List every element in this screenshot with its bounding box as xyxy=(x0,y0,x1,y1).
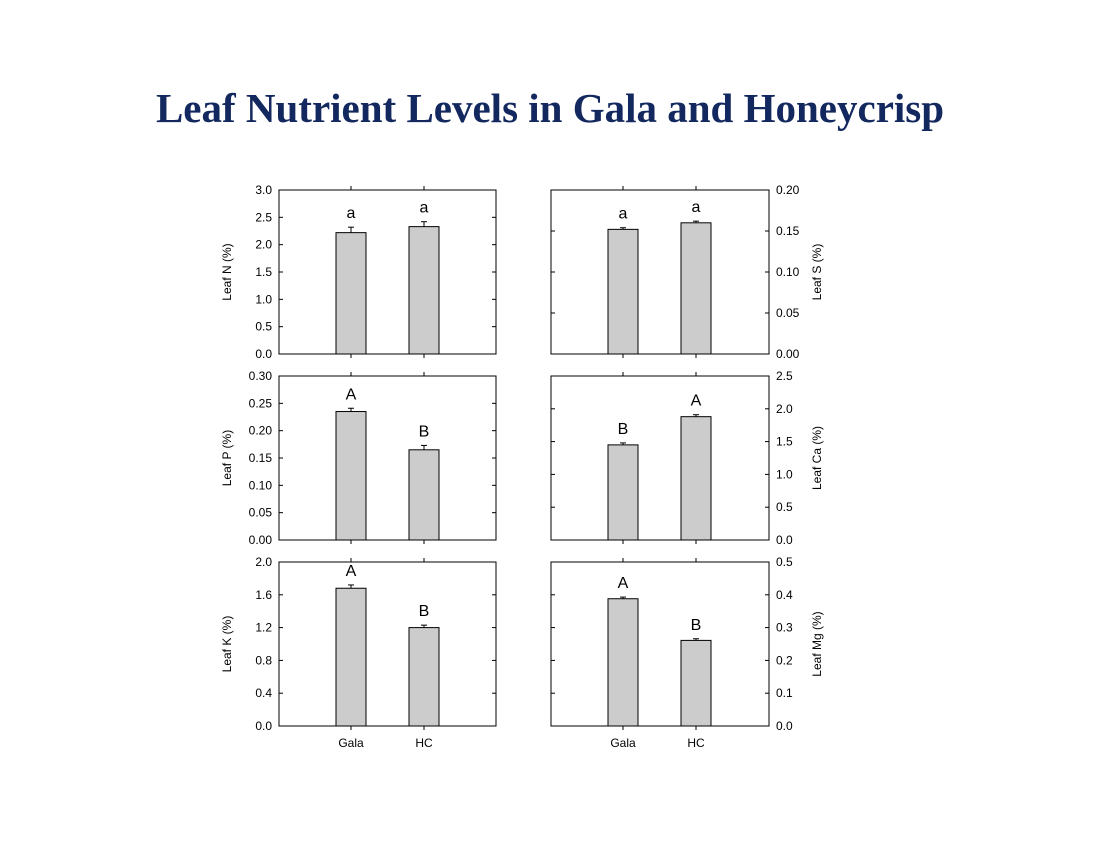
y-tick-label: 0.0 xyxy=(776,533,793,547)
bar-gala xyxy=(336,412,366,540)
y-tick-label: 1.5 xyxy=(255,265,272,279)
bar-hc xyxy=(409,450,439,540)
y-tick-label: 1.0 xyxy=(255,292,272,307)
plot-frame xyxy=(279,376,496,540)
bar-hc xyxy=(681,223,711,354)
chart-panel-leafn xyxy=(220,183,496,361)
y-tick-label: 1.6 xyxy=(255,587,272,602)
significance-letter: a xyxy=(346,205,356,223)
y-tick-label: 1.0 xyxy=(776,467,793,482)
y-tick-label: 2.0 xyxy=(776,401,793,416)
y-tick-label: 0.05 xyxy=(248,505,272,520)
y-tick-label: 0.3 xyxy=(776,620,793,635)
bar-hc xyxy=(409,227,439,354)
y-axis-label: Leaf S (%) xyxy=(810,243,824,301)
y-tick-label: 0.20 xyxy=(776,183,800,197)
y-tick-label: 0.00 xyxy=(776,347,800,361)
plot-frame xyxy=(279,562,496,726)
y-tick-label: 0.8 xyxy=(255,653,272,668)
y-tick-label: 0.0 xyxy=(255,347,272,361)
significance-letter: A xyxy=(345,562,357,580)
bar-gala xyxy=(336,233,366,354)
bar-hc xyxy=(681,640,711,726)
chart-panel-leafca xyxy=(551,369,824,547)
y-tick-label: 2.5 xyxy=(255,210,272,225)
y-tick-label: 2.0 xyxy=(255,555,272,569)
y-tick-label: 0.0 xyxy=(776,719,793,733)
bar-gala xyxy=(608,445,638,540)
y-tick-label: 0.2 xyxy=(776,653,793,668)
bar-gala xyxy=(608,229,638,354)
y-tick-label: 0.00 xyxy=(248,533,272,547)
y-tick-label: 0.10 xyxy=(248,478,272,493)
chart-panel-leafp xyxy=(220,369,496,547)
plot-frame xyxy=(551,562,769,726)
y-tick-label: 2.5 xyxy=(776,369,793,383)
y-tick-label: 0.5 xyxy=(255,319,272,334)
y-tick-label: 0.10 xyxy=(776,265,800,279)
y-tick-label: 0.15 xyxy=(248,451,272,465)
y-tick-label: 0.4 xyxy=(776,587,793,602)
y-tick-label: 0.05 xyxy=(776,306,800,320)
y-tick-label: 2.0 xyxy=(255,237,272,252)
y-tick-label: 0.30 xyxy=(248,369,272,383)
y-tick-label: 0.4 xyxy=(255,686,272,701)
y-tick-label: 0.20 xyxy=(248,423,272,438)
x-tick-label: HC xyxy=(415,736,433,750)
x-tick-label: Gala xyxy=(610,736,636,750)
x-tick-label: HC xyxy=(687,736,705,750)
y-tick-label: 0.5 xyxy=(776,555,793,569)
significance-letter: A xyxy=(345,386,357,404)
y-tick-label: 3.0 xyxy=(255,183,272,197)
significance-letter: B xyxy=(418,603,430,621)
y-axis-label: Leaf Mg (%) xyxy=(810,611,824,677)
y-tick-label: 0.5 xyxy=(776,500,793,515)
y-axis-label: Leaf N (%) xyxy=(220,243,234,301)
x-tick-label: Gala xyxy=(338,736,364,750)
bar-gala xyxy=(608,599,638,726)
y-tick-label: 1.5 xyxy=(776,434,793,449)
y-tick-label: 0.15 xyxy=(776,224,800,238)
bar-gala xyxy=(336,588,366,726)
y-axis-label: Leaf Ca (%) xyxy=(810,425,824,491)
significance-letter: a xyxy=(618,205,628,223)
significance-letter: a xyxy=(419,199,429,217)
slide-title: Leaf Nutrient Levels in Gala and Honeycrisp xyxy=(155,85,945,131)
significance-letter: A xyxy=(617,575,629,593)
significance-letter: B xyxy=(418,423,430,441)
significance-letter: B xyxy=(617,420,629,438)
chart-panel-leafmg xyxy=(551,555,824,750)
y-tick-label: 0.1 xyxy=(776,686,793,701)
significance-letter: B xyxy=(690,616,702,634)
y-axis-label: Leaf K (%) xyxy=(220,615,234,673)
chart-panel-leafk xyxy=(220,555,496,750)
y-axis-label: Leaf P (%) xyxy=(220,429,234,487)
chart-panel-leafs xyxy=(551,183,824,361)
y-tick-label: 0.0 xyxy=(255,719,272,733)
bar-hc xyxy=(409,628,439,726)
y-tick-label: 1.2 xyxy=(255,620,272,635)
plot-frame xyxy=(551,376,769,540)
significance-letter: A xyxy=(690,392,702,410)
bar-hc xyxy=(681,417,711,540)
plot-frame xyxy=(279,190,496,354)
y-tick-label: 0.25 xyxy=(248,396,272,411)
plot-frame xyxy=(551,190,769,354)
significance-letter: a xyxy=(691,199,701,217)
